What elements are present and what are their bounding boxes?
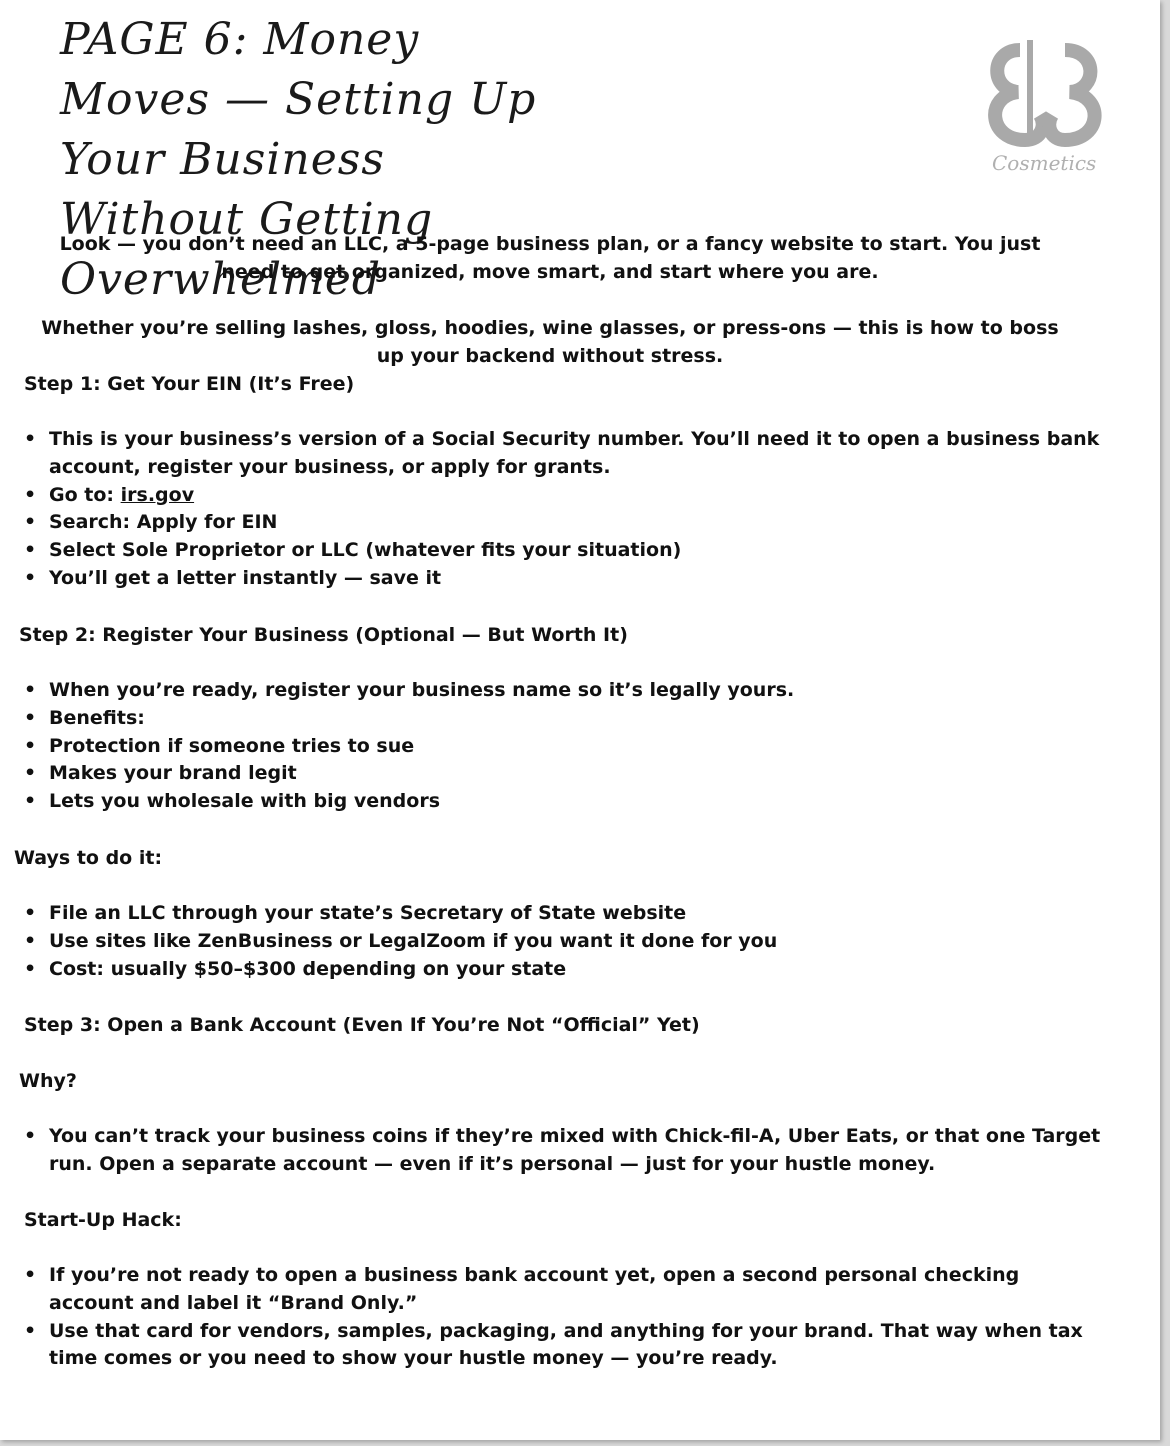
ways-heading: Ways to do it: <box>14 847 163 869</box>
step3-heading: Step 3: Open a Bank Account (Even If You’re Not “Official” Yet) <box>24 1014 700 1036</box>
hack-heading: Start-Up Hack: <box>24 1209 182 1231</box>
list-item: • Select Sole Proprietor or LLC (whatever fits your situation) <box>22 537 1102 565</box>
list-item: • Makes your brand legit <box>22 760 1102 788</box>
brand-logo <box>980 30 1130 180</box>
list-item: • Protection if someone tries to sue <box>22 733 1102 761</box>
hack-list <box>22 1262 1102 1373</box>
step1-heading: Step 1: Get Your EIN (It’s Free) <box>24 373 355 395</box>
list-item <box>22 482 1102 510</box>
list-item: • Benefits: <box>22 705 1102 733</box>
list-item: • Lets you wholesale with big vendors <box>22 788 1102 816</box>
intro-paragraph-2: Whether you’re selling lashes, gloss, hoodies, wine glasses, or press-ons — this is how to boss up your backend without stress. <box>41 317 1059 367</box>
why-label: Why? <box>19 1070 77 1092</box>
list-item: • Search: Apply for EIN <box>22 509 1102 537</box>
list-item: • Cost: usually $50–$300 depending on your state <box>22 956 1102 984</box>
logo-tagline: Cosmetics <box>992 151 1097 175</box>
list-item: • File an LLC through your state’s Secretary of State website <box>22 900 1102 928</box>
list-item: • You’ll get a letter instantly — save it <box>22 565 1102 593</box>
list-item: • Use sites like ZenBusiness or LegalZoom if you want it done for you <box>22 928 1102 956</box>
step1-list <box>22 426 1102 593</box>
goto-label: Go to: <box>49 483 121 506</box>
ways-list <box>22 900 1102 983</box>
step2-heading: Step 2: Register Your Business (Optional — But Worth It) <box>19 624 628 646</box>
step2-list <box>22 677 1102 816</box>
list-item: • Use that card for vendors, samples, packaging, and anything for your brand. That way when tax time comes or you need to show your hustle money — you’re ready. <box>22 1318 1102 1374</box>
step3-list <box>22 1123 1102 1179</box>
list-item: • When you’re ready, register your business name so it’s legally yours. <box>22 677 1102 705</box>
irs-link[interactable]: irs.gov <box>120 483 195 506</box>
page-title: PAGE 6: Money Moves — Setting Up Your Business Without Getting Overwhelmed <box>60 14 537 305</box>
intro-paragraph-1: Look — you don’t need an LLC, a 5-page business plan, or a fancy website to start. You just need to get organized, move smart, and start where you are. <box>59 233 1041 283</box>
list-item: • This is your business’s version of a Social Security number. You’ll need it to open a business bank account, register your business, or apply for grants. <box>22 426 1102 482</box>
list-item: • You can’t track your business coins if they’re mixed with Chick-fil-A, Uber Eats, or that one Target run. Open a separate account — even if it’s personal — just for your hustle money. <box>22 1123 1102 1179</box>
list-item: • If you’re not ready to open a business bank account yet, open a second personal checking account and label it “Brand Only.” <box>22 1262 1102 1318</box>
